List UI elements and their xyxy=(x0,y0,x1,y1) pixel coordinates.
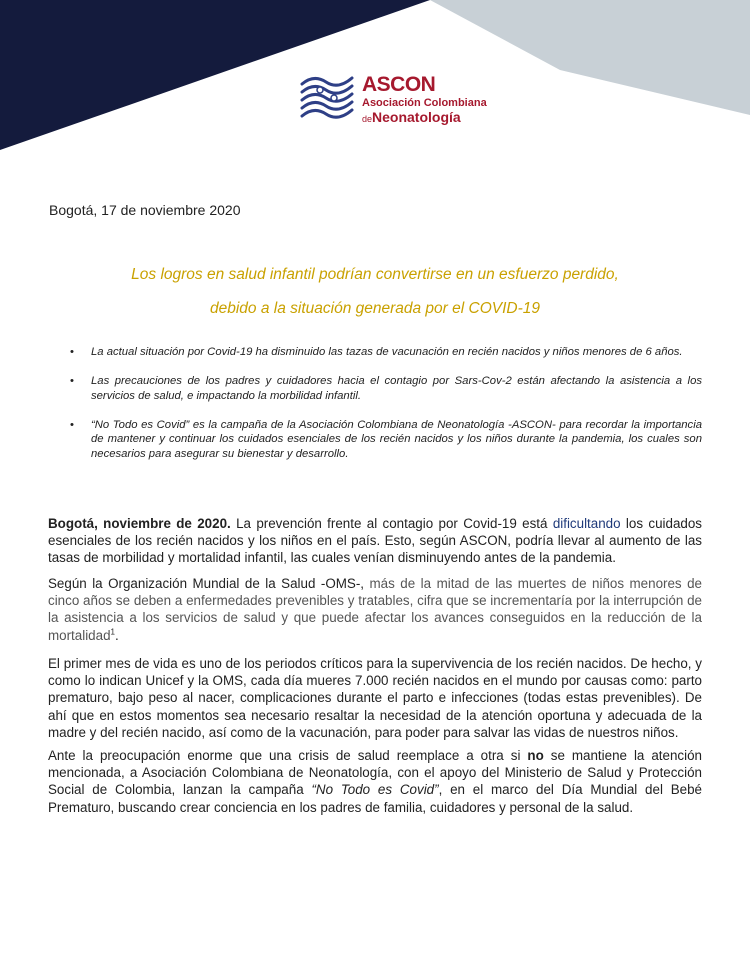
footnote-marker: 1 xyxy=(110,627,115,637)
bullet-item xyxy=(70,374,702,403)
headline-line1: Los logros en salud infantil podrían convertirse en un esfuerzo perdido, xyxy=(131,266,619,283)
logo-subtitle-prefix: de xyxy=(362,114,373,124)
date-line: Bogotá, 17 de noviembre 2020 xyxy=(49,202,241,218)
logo-subtitle-line1: Asociación Colombiana xyxy=(362,97,487,109)
headline xyxy=(40,258,710,326)
campaign-name: “No Todo es Covid” xyxy=(311,782,439,798)
paragraph-4-bold: no xyxy=(527,748,544,763)
bullet-dot: • xyxy=(70,418,74,431)
paragraph-2-text-a: Según la Organización Mundial de la Salud -OMS-, xyxy=(48,576,370,591)
logo-subtitle-main: Neonatología xyxy=(372,109,461,125)
paragraph-1 xyxy=(48,515,702,567)
paragraph-1-text-a: La prevención frente al contagio por Covid-19 está xyxy=(230,516,553,531)
bullet-text: La actual situación por Covid-19 ha disminuido las tazas de vacunación en recién nacidos y niños menores de 6 años. xyxy=(91,346,683,358)
paragraph-2-end: . xyxy=(114,627,119,643)
paragraph-4-text-b: se mantiene la atención mencionada, a Asociación Colombiana de Neonatología, con el apoyo del Ministerio de Salud y Protección Social de Colombia, lanzan la campaña xyxy=(48,748,702,798)
paragraph-3: El primer mes de vida es uno de los periodos críticos para la supervivencia de los recién nacidos. De hecho, y como lo indican Unicef y la OMS, cada día mueres 7.000 recién nacidos en el mundo por causas como: parto prematuro, bajo peso al nacer, complicaciones durante el parto e infecciones (todas estas prevenibles). De ahí que en estos momentos sea necesario resaltar la necesidad de la atención oportuna y adecuada de la madre y del recién nacido, así como de la vacunación, para poder para salvar las vidas de nuestros niños. xyxy=(48,656,702,740)
logo-subtitle-line2 xyxy=(362,110,461,124)
bullet-text: Las precauciones de los padres y cuidadores hacia el contagio por Sars-Cov-2 están afectando la asistencia a los servicios de salud, e impactando la morbilidad infantil. xyxy=(91,375,702,402)
paragraph-2 xyxy=(48,575,702,644)
paragraph-2-text-b: más de la mitad de las muertes de niños menores de cinco años se deben a enfermedades prevenibles y tratables, cifra que se incrementaría por la interrupción de la asistencia a los servicios de salud y que puede afectar los avances conseguidos en la reducción de la mortalidad xyxy=(48,576,702,643)
bullet-dot: • xyxy=(70,375,74,387)
bullet-item xyxy=(70,418,702,462)
bullet-text: “No Todo es Covid” es la campaña de la Asociación Colombiana de Neonatología -ASCON- para recordar la importancia de mantener y continuar los cuidados esenciales de los recién nacidos y los niños durante la pandemia, los cuales son necesarios para asegurar su bienestar y desarrollo. xyxy=(91,418,702,460)
paragraph-1-highlight: dificultando xyxy=(552,516,621,531)
summary-bullets xyxy=(70,345,702,476)
paragraph-4-text-a: Ante la preocupación enorme que una crisis de salud reemplace a otra si xyxy=(48,748,528,763)
bullet-item xyxy=(70,345,702,360)
paragraph-1-lead: Bogotá, noviembre de 2020. xyxy=(48,516,231,531)
logo-name: ASCON xyxy=(362,73,436,96)
paragraph-4 xyxy=(48,747,702,816)
headline-line2: debido a la situación generada por el COVID-19 xyxy=(209,300,540,317)
ascon-logo xyxy=(298,70,487,130)
paragraph-1-text-b: los cuidados esenciales de los recién nacidos y los niños en el país. Esto, según ASCON, podría llevar al aumento de las tasas de morbilidad y mortalidad infantil, las cuales venían disminuyendo antes de la pandemia. xyxy=(48,516,702,566)
bullet-dot: • xyxy=(70,346,74,358)
paragraph-4-text-c: , en el marco del Día Mundial del Bebé Prematuro, buscando crear conciencia en los padres de familia, cuidadores y personal de la salud. xyxy=(48,782,702,815)
ascon-logo-icon xyxy=(298,72,358,124)
